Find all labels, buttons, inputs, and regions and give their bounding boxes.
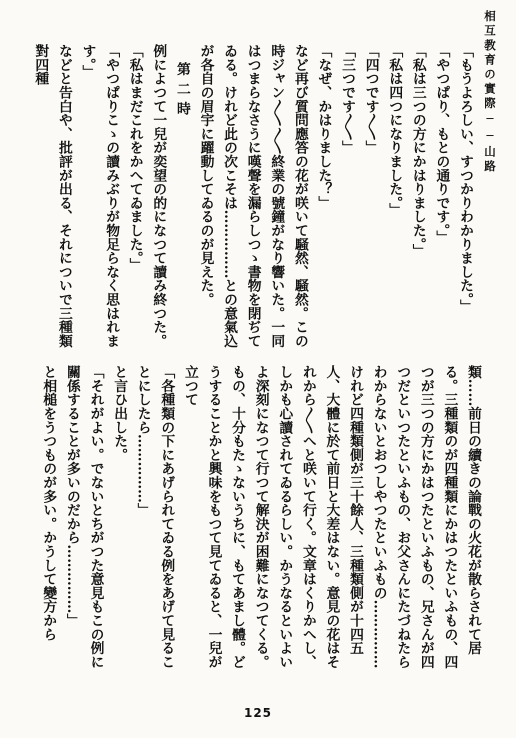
paragraph: 「各種類の下にあげられてゐる例をあげて見ることにしたら……………」 [134, 365, 175, 669]
lower-text-block [36, 365, 484, 670]
paragraph: と相槌をうつものが多い。かうして變方から [40, 365, 57, 641]
paragraph: など再び質問應答の花が咲いて騒然、騒然。この時ジャン〳〵〳〵終業の號鐘がなり響いた。一同はつまらなさうに嘆聲を漏らしつゝ書物を閉ぢてゐる。けれど此の次こそは……………との意氣込が各自の眉宇に躍動してゐるのが見えた。 [197, 44, 308, 348]
paragraph: 「私は三つの方にかはりました。」 [409, 44, 426, 258]
paragraph: 「もうよろしい、すつかりわかりました。」 [457, 44, 473, 314]
page-number: 125 [243, 706, 273, 720]
paragraph: 「私はまだこれをかへてゐました。」 [126, 44, 143, 272]
paragraph: 「やつぱり、もとの通りです。」 [433, 44, 450, 245]
paragraph: 「三つです〳〵」 [339, 44, 356, 155]
paragraph: 例によつて一兒が奕望の的になつて讀み終つた。 [150, 44, 167, 348]
section-heading: 第二時 [173, 62, 190, 122]
paragraph: 「四つです〳〵」 [362, 44, 379, 155]
paragraph: 「私は四つになりました。」 [386, 44, 403, 217]
paragraph: 「なぜ、かはりました？」 [315, 44, 332, 210]
paragraph: 類……前日の續きの論戰の火花が散らされて居る。三種類のが四種類にかはつたといふもの、四つが三つの方にかはつたといふもの、兄さんが四つだといつたといふもの、お父さんにたづねたらわからないとおつしやつたといふもの……………けれど四種類側が三十餘人、三種類側が十四五人、大體に於て前日と大差はない。意見の花はそれから〳〵へと咲いて行く。文章はくりかへし、しかも心讀されてゐるらしい。かうなるといよいよ深刻になつて行つて解決が困難になつてくる。もの、十分もたゝないうちに、もてあまし體。どうすることかと興味をもつて見てゐると、一兒が立つて [181, 365, 481, 669]
paragraph: 「やつぱりこゝの讀みぶりが物足らなく思はれます。」 [79, 44, 120, 348]
running-header: 相互教育の實際──山路 [483, 10, 497, 175]
paragraph: 「それがよい。でないとちがつた意見もこの例に關係することが多いのだから……………」 [63, 365, 104, 669]
paragraph: などと告白や、批評が出る、それについで三種類對四種 [32, 44, 72, 348]
paragraph: と言ひ出した。 [111, 365, 128, 462]
upper-text-block [28, 44, 476, 350]
